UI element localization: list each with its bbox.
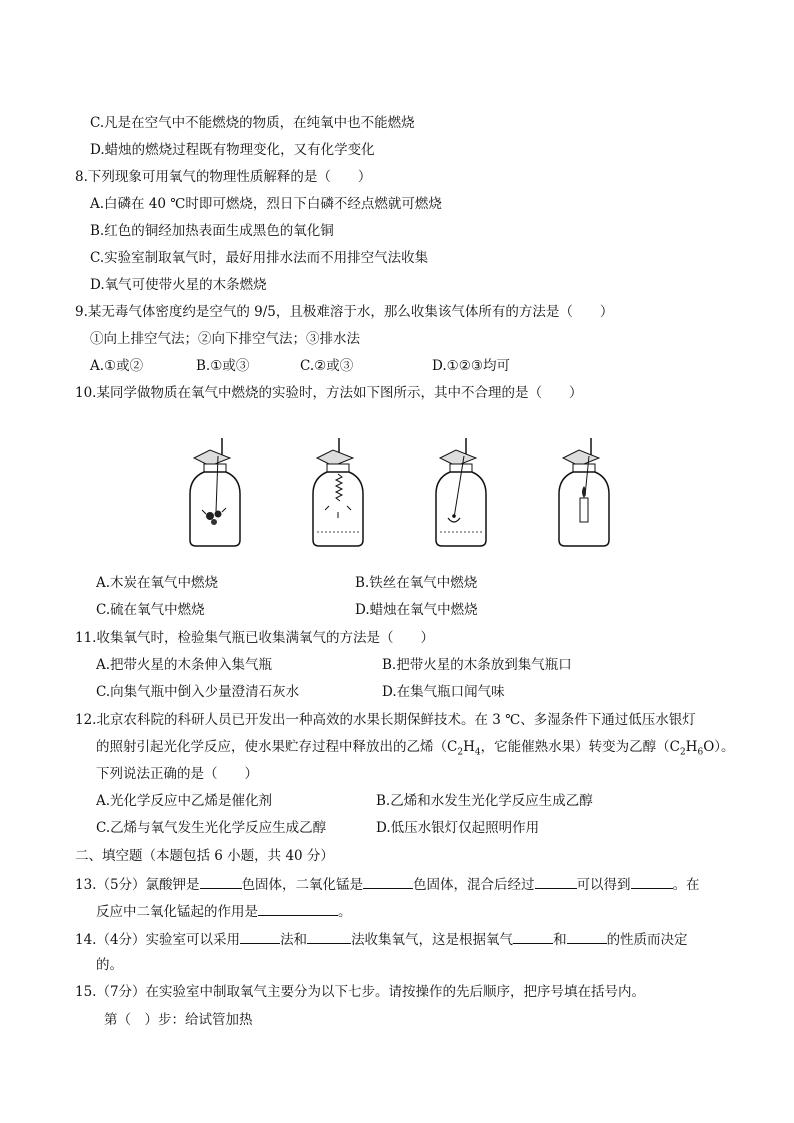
q14-text-5: 的性质而决定 [606, 932, 688, 948]
q10-option-b: B.铁丝在氧气中燃烧 [355, 575, 478, 591]
q13-blank-5[interactable] [258, 900, 338, 916]
q12-option-c: C.乙烯与氧气发生光化学反应生成乙醇 [96, 820, 327, 836]
q12-text-b: H [463, 739, 475, 755]
q14-text-4: 和 [553, 932, 567, 948]
q15-stem: 15.（7分）在实验室中制取氧气主要分为以下七步。请按操作的先后顺序，把序号填在括号内。 [75, 984, 646, 1000]
q12-stem-line2 [96, 737, 735, 763]
combustion-bottles-figure [180, 436, 620, 548]
q12-stem-line1: 12.北京农科院的科研人员已开发出一种高效的水果长期保鲜技术。在 3 ℃、多湿条件下通过低压水银灯 [75, 712, 696, 728]
q12-text-c: ，它能催熟水果）转变为乙醇（C [480, 739, 680, 755]
q12-option-b: B.乙烯和水发生光化学反应生成乙醇 [376, 793, 593, 809]
q11-option-a: A.把带火星的木条伸入集气瓶 [96, 657, 273, 673]
q13-blank-3[interactable] [535, 873, 577, 889]
q13-text-5: 。在 [672, 877, 700, 893]
q15-step-1: 第（ ）步：给试管加热 [104, 1012, 253, 1028]
q9-option-d: D.①②③均可 [432, 358, 510, 374]
q9-option-a: A.①或② [90, 358, 144, 374]
section-title-fill-in: 二、填空题（本题包括 6 小题，共 40 分） [75, 848, 334, 864]
q14-line1 [75, 928, 688, 950]
q11-option-c: C.向集气瓶中倒入少量澄清石灰水 [96, 684, 300, 700]
q9-option-b: B.①或③ [196, 358, 250, 374]
q13-line1 [75, 873, 700, 895]
bottle-charcoal [180, 436, 250, 548]
q13-blank-4[interactable] [631, 873, 673, 889]
q13-text-6: 反应中二氧化锰起的作用是 [96, 904, 258, 920]
q11-option-b: B.把带火星的木条放到集气瓶口 [382, 657, 572, 673]
q14-line2: 的。 [96, 957, 123, 973]
q7-option-c: C.凡是在空气中不能燃烧的物质，在纯氧中也不能燃烧 [90, 115, 415, 131]
q11-stem: 11.收集氧气时，检验集气瓶已收集满氧气的方法是（ ） [75, 630, 434, 646]
q10-stem: 10.某同学做物质在氧气中燃烧的实验时，方法如下图所示，其中不合理的是（ ） [75, 385, 583, 401]
q10-option-a: A.木炭在氧气中燃烧 [96, 575, 219, 591]
bottle-candle [549, 436, 619, 548]
q14-text-3: 法收集氧气，这是根据氧气 [351, 932, 514, 948]
q13-text-7: 。 [338, 904, 352, 920]
q10-option-c: C.硫在氧气中燃烧 [96, 602, 205, 618]
q8-option-d: D.氧气可使带火星的木条燃烧 [90, 277, 267, 293]
q8-stem: 8.下列现象可用氧气的物理性质解释的是（ ） [75, 169, 372, 185]
q14-text-2: 法和 [280, 932, 308, 948]
q7-option-d: D.蜡烛的燃烧过程既有物理变化，又有化学变化 [90, 142, 375, 158]
q13-text-2: 色固体，二氧化锰是 [241, 877, 364, 893]
q13-text-1: 13.（5分）氯酸钾是 [75, 877, 200, 893]
q12-sub-2: 4 [474, 747, 481, 758]
q13-blank-2[interactable] [363, 873, 413, 889]
q13-line2 [96, 900, 352, 922]
q14-text-1: 14.（4分）实验室可以采用 [75, 932, 241, 948]
bottle-sulfur [426, 436, 496, 548]
q14-blank-4[interactable] [567, 928, 607, 944]
q8-option-a: A.白磷在 40 ℃时即可燃烧，烈日下白磷不经点燃就可燃烧 [90, 196, 442, 212]
q9-option-c: C.②或③ [300, 358, 354, 374]
q14-blank-3[interactable] [513, 928, 553, 944]
q12-sub-4: 6 [697, 747, 704, 758]
bottle-iron-wire [303, 436, 373, 548]
q12-sub-3: 2 [679, 747, 686, 758]
q14-blank-1[interactable] [240, 928, 280, 944]
q12-option-a: A.光化学反应中乙烯是催化剂 [96, 793, 273, 809]
q13-blank-1[interactable] [200, 873, 242, 889]
q13-text-4: 可以得到 [576, 877, 631, 893]
q12-stem-line3: 下列说法正确的是（ ） [96, 766, 258, 782]
q9-stem: 9.某无毒气体密度约是空气的 9/5，且极难溶于水，那么收集该气体所有的方法是（ ） [75, 304, 614, 320]
q8-option-b: B.红色的铜经加热表面生成黑色的氧化铜 [90, 223, 334, 239]
q8-option-c: C.实验室制取氧气时，最好用排水法而不用排空气法收集 [90, 250, 429, 266]
q12-text-a: 的照射引起光化学反应，使水果贮存过程中释放出的乙烯（C [96, 739, 458, 755]
q11-option-d: D.在集气瓶口闻气味 [382, 684, 505, 700]
q12-sub-1: 2 [457, 747, 464, 758]
q13-text-3: 色固体，混合后经过 [413, 877, 535, 893]
q12-option-d: D.低压水银灯仅起照明作用 [376, 820, 540, 836]
q12-text-e: O）。 [703, 739, 735, 755]
q12-text-d: H [685, 739, 698, 755]
q9-methods: ①向上排空气法；②向下排空气法；③排水法 [90, 331, 360, 347]
q14-blank-2[interactable] [307, 928, 351, 944]
q10-option-d: D.蜡烛在氧气中燃烧 [355, 602, 478, 618]
